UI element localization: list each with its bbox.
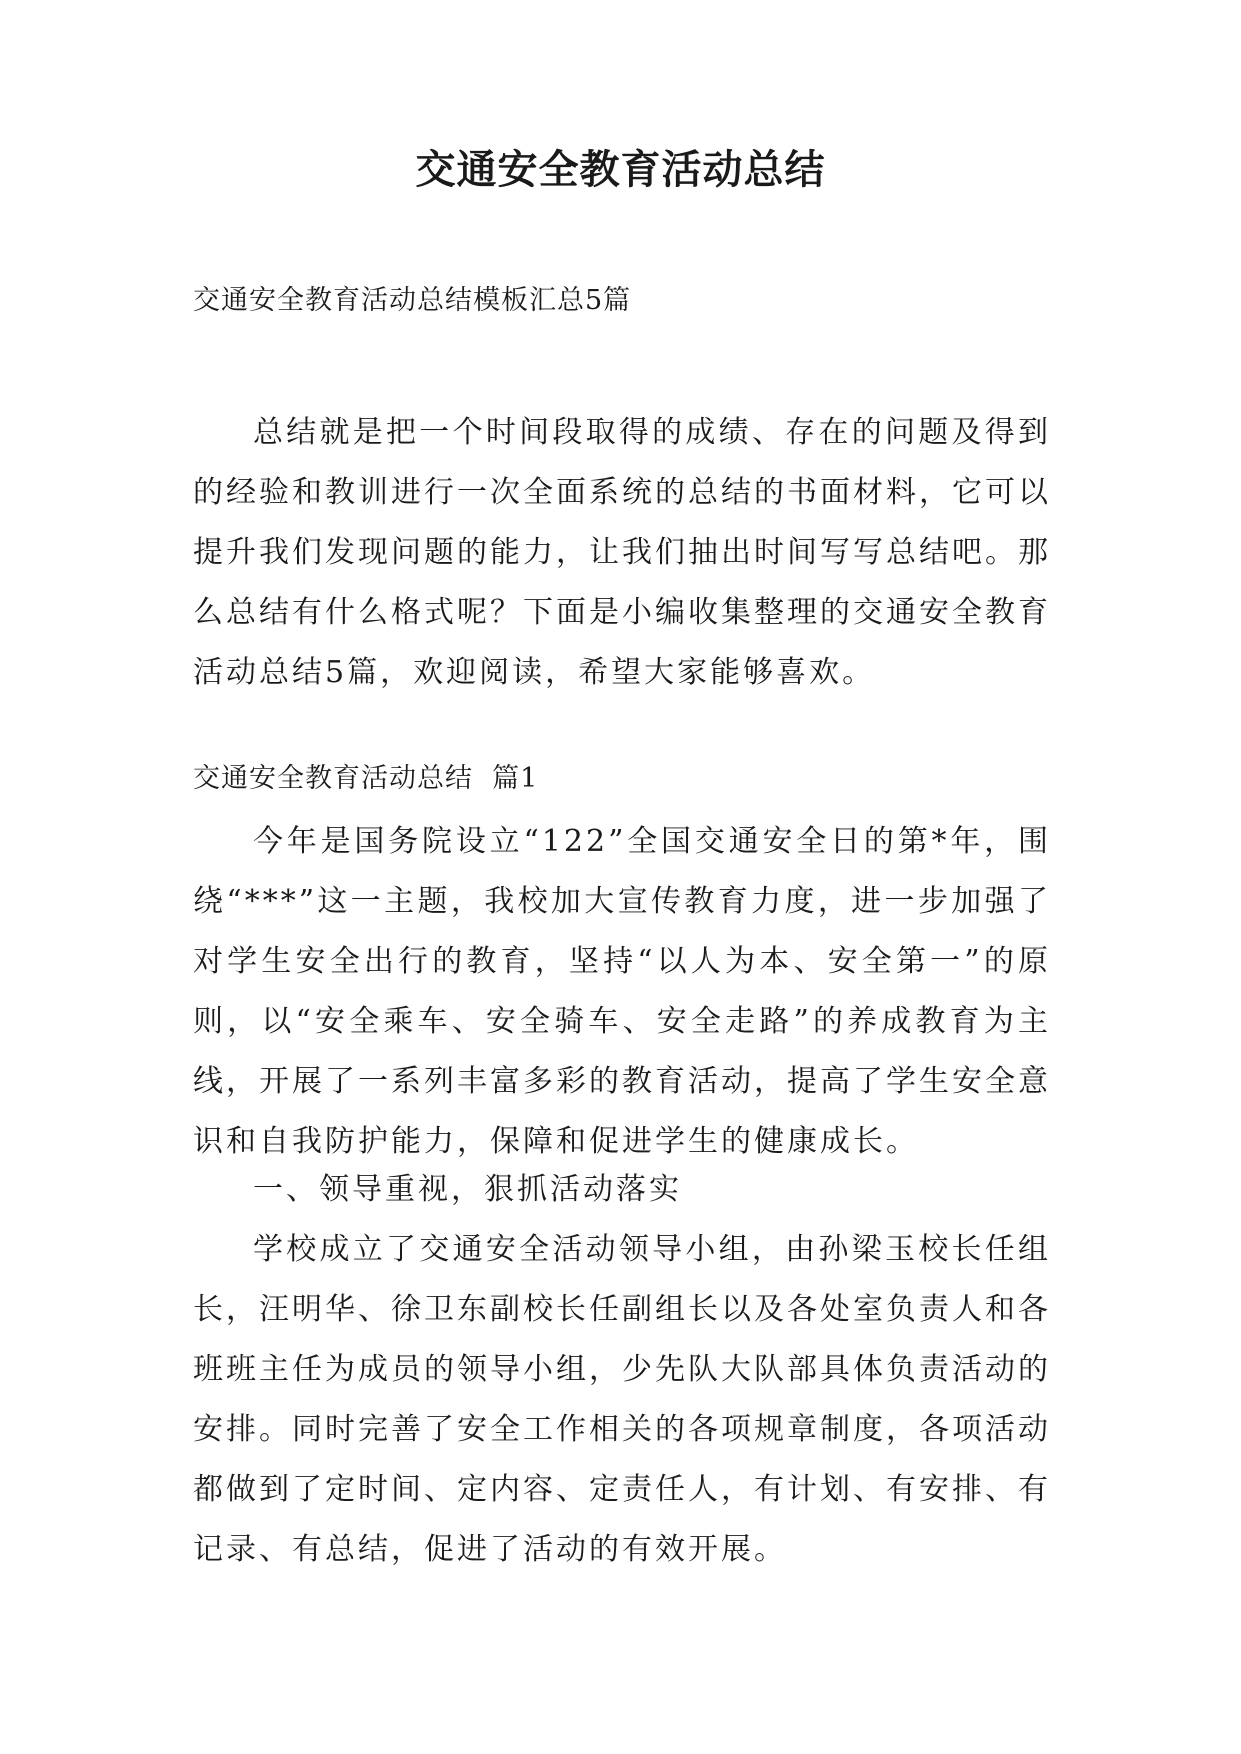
section-heading: 交通安全教育活动总结 篇1 bbox=[193, 763, 539, 794]
document-title: 交通安全教育活动总结 bbox=[415, 147, 826, 193]
subheading-1: 一、领导重视，狠抓活动落实 bbox=[253, 1172, 682, 1207]
document-subtitle: 交通安全教育活动总结模板汇总5篇 bbox=[193, 285, 632, 316]
body-paragraph-2: 学校成立了交通安全活动领导小组，由孙梁玉校长任组长，汪明华、徐卫东副校长任副组长以及各处室负责人和各班班主任为成员的领导小组，少先队大队部具体负责活动的安排。同时完善了安全工作相关的各项规章制度，各项活动都做到了定时间、定内容、定责任人，有计划、有安排、有记录、有总结，促进了活动的有效开展。 bbox=[193, 1232, 1051, 1567]
body-paragraph-1: 今年是国务院设立“122”全国交通安全日的第*年，围绕“***”这一主题，我校加大宣传教育力度，进一步加强了对学生安全出行的教育，坚持“以人为本、安全第一”的原则，以“安全乘车、安全骑车、安全走路”的养成教育为主线，开展了一系列丰富多彩的教育活动，提高了学生安全意识和自我防护能力，保障和促进学生的健康成长。 bbox=[193, 824, 1051, 1159]
intro-paragraph: 总结就是把一个时间段取得的成绩、存在的问题及得到的经验和教训进行一次全面系统的总结的书面材料，它可以提升我们发现问题的能力，让我们抽出时间写写总结吧。那么总结有什么格式呢？下面是小编收集整理的交通安全教育活动总结5篇，欢迎阅读，希望大家能够喜欢。 bbox=[193, 415, 1051, 690]
